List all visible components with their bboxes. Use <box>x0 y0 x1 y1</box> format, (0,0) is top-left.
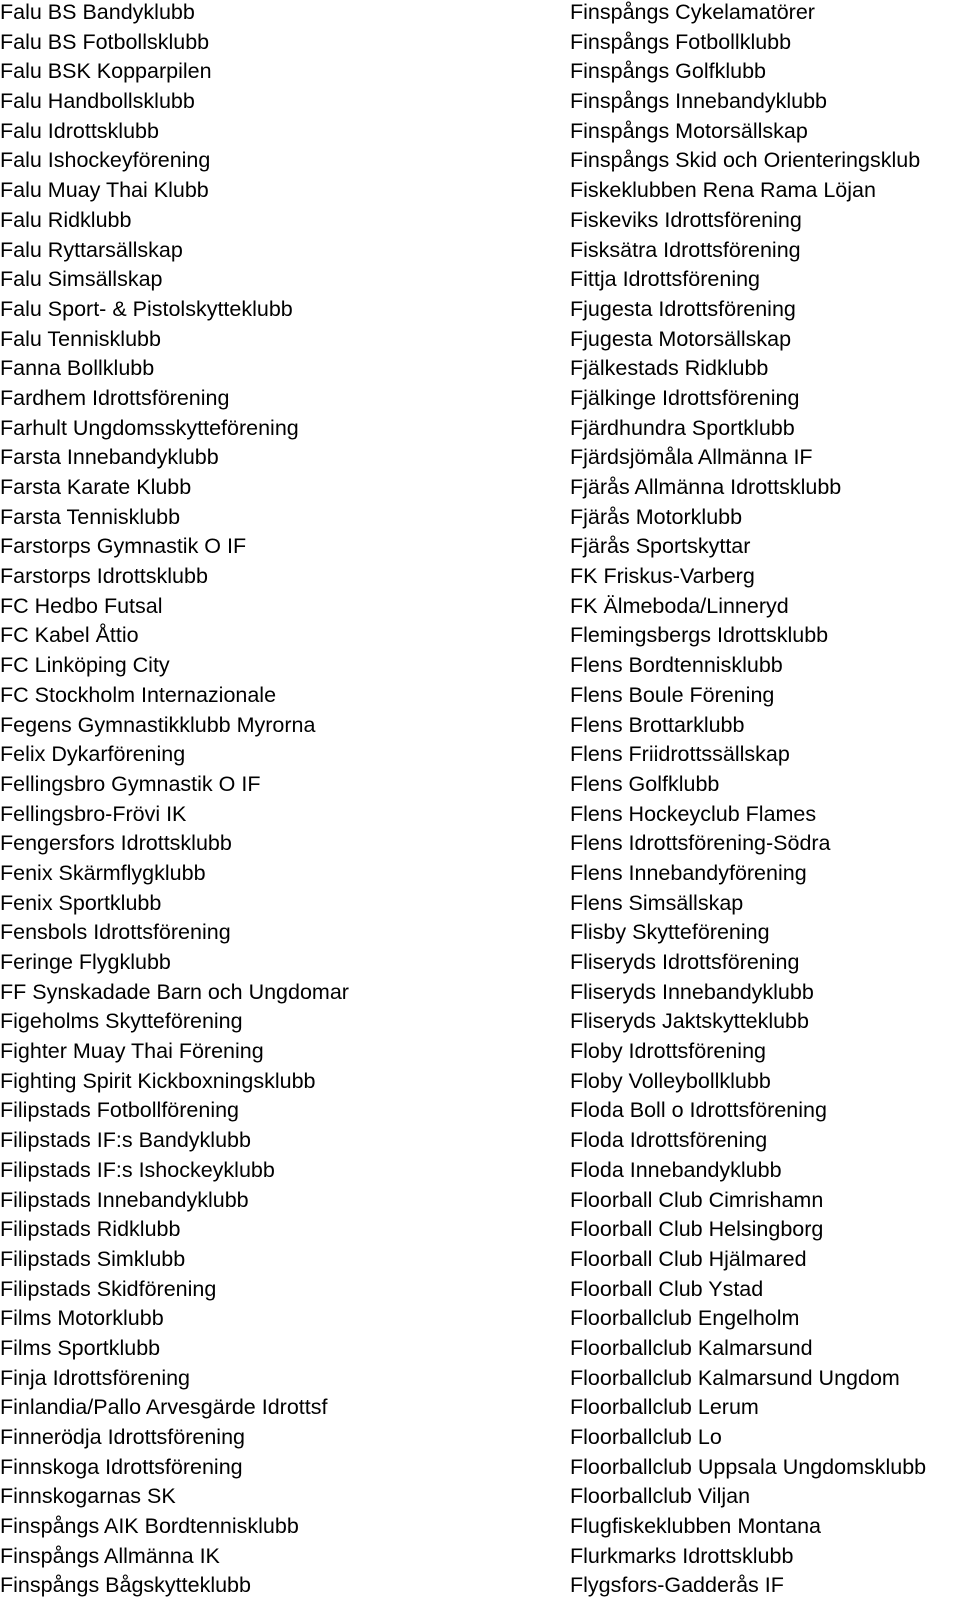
club-name-right-33: Fliseryds Idrottsförening <box>570 950 800 974</box>
club-name-left-4: Falu Handbollsklubb <box>0 89 195 114</box>
club-name-left-14: Fardhem Idrottsförening <box>0 385 230 410</box>
club-name-right-5: Finspångs Motorsällskap <box>570 118 808 143</box>
club-name-right-32: Flisby Skytteförening <box>570 920 770 945</box>
club-name-left-29: Fengersfors Idrottsklubb <box>0 831 232 856</box>
club-name-right-16: Fjärdsjömåla Allmänna IF <box>570 445 813 470</box>
club-name-left-37: Fighting Spirit Kickboxningsklubb <box>0 1068 316 1093</box>
club-name-right-41: Floorball Club Cimrishamn <box>570 1187 824 1212</box>
club-name-left-19: Farstorps Gymnastik O IF <box>0 534 247 559</box>
club-name-left-40: Filipstads IF:s Ishockeyklubb <box>0 1157 275 1182</box>
club-name-right-45: Floorballclub Engelholm <box>570 1306 800 1331</box>
club-name-right-34: Fliseryds Innebandyklubb <box>570 979 814 1004</box>
club-name-left-49: Finnerödja Idrottsförening <box>0 1425 246 1449</box>
club-name-right-20: FK Friskus-Varberg <box>570 564 755 589</box>
club-name-right-9: Fisksätra Idrottsförening <box>570 237 801 262</box>
club-name-right-6: Finspångs Skid och Orienteringsklub <box>570 148 921 173</box>
club-name-right-49: Floorballclub Lo <box>570 1425 722 1449</box>
club-name-right-4: Finspångs Innebandyklubb <box>570 89 827 114</box>
club-name-right-36: Floby Idrottsförening <box>570 1039 766 1064</box>
club-name-right-50: Floorballclub Uppsala Ungdomsklubb <box>570 1454 927 1479</box>
club-name-right-37: Floby Volleybollklubb <box>570 1068 771 1093</box>
club-name-left-9: Falu Ryttarsällskap <box>0 237 183 262</box>
club-name-left-28: Fellingsbro-Frövi IK <box>0 801 187 826</box>
club-name-left-15: Farhult Ungdomsskytteförening <box>0 415 299 440</box>
club-name-left-35: Figeholms Skytteförening <box>0 1009 243 1034</box>
club-name-right-3: Finspångs Golfklubb <box>570 59 766 84</box>
club-name-left-2: Falu BS Fotbollsklubb <box>0 29 210 54</box>
club-name-right-25: Flens Brottarklubb <box>570 712 745 737</box>
club-list-right-column <box>570 0 960 1603</box>
club-name-right-7: Fiskeklubben Rena Rama Löjan <box>570 178 876 203</box>
club-name-left-53: Finspångs Allmänna IK <box>0 1543 220 1568</box>
club-name-right-28: Flens Hockeyclub Flames <box>570 801 817 826</box>
club-name-left-39: Filipstads IF:s Bandyklubb <box>0 1128 251 1153</box>
club-name-left-23: FC Linköping City <box>0 653 170 678</box>
club-name-left-33: Feringe Flygklubb <box>0 950 171 974</box>
club-name-left-54: Finspångs Bågskytteklubb <box>0 1573 251 1598</box>
club-name-right-40: Floda Innebandyklubb <box>570 1157 782 1182</box>
club-name-left-20: Farstorps Idrottsklubb <box>0 564 208 589</box>
club-name-left-42: Filipstads Ridklubb <box>0 1217 181 1242</box>
club-name-right-43: Floorball Club Hjälmared <box>570 1246 807 1271</box>
club-name-left-46: Films Sportklubb <box>0 1335 161 1360</box>
club-name-left-38: Filipstads Fotbollförening <box>0 1098 240 1123</box>
club-name-right-27: Flens Golfklubb <box>570 771 720 796</box>
club-name-right-1: Finspångs Cykelamatörer <box>570 0 815 24</box>
club-name-right-39: Floda Idrottsförening <box>570 1128 768 1153</box>
club-name-left-3: Falu BSK Kopparpilen <box>0 59 212 84</box>
club-name-right-21: FK Älmeboda/Linneryd <box>570 593 789 618</box>
club-name-right-8: Fiskeviks Idrottsförening <box>570 207 802 232</box>
club-name-right-29: Flens Idrottsförening-Södra <box>570 831 831 856</box>
club-name-left-6: Falu Ishockeyförening <box>0 148 211 173</box>
club-name-right-26: Flens Friidrottssällskap <box>570 742 790 767</box>
club-name-right-24: Flens Boule Förening <box>570 682 775 707</box>
club-name-left-47: Finja Idrottsförening <box>0 1365 191 1390</box>
club-name-left-12: Falu Tennisklubb <box>0 326 161 351</box>
club-name-left-17: Farsta Karate Klubb <box>0 475 192 499</box>
club-name-right-19: Fjärås Sportskyttar <box>570 534 751 559</box>
club-name-left-22: FC Kabel Åttio <box>0 623 139 648</box>
club-name-right-47: Floorballclub Kalmarsund Ungdom <box>570 1365 900 1390</box>
club-name-right-2: Finspångs Fotbollklubb <box>570 29 792 54</box>
club-name-right-42: Floorball Club Helsingborg <box>570 1217 824 1242</box>
club-name-left-18: Farsta Tennisklubb <box>0 504 181 529</box>
club-name-left-34: FF Synskadade Barn och Ungdomar <box>0 979 349 1004</box>
club-name-left-45: Films Motorklubb <box>0 1306 164 1331</box>
club-name-right-48: Floorballclub Lerum <box>570 1395 759 1420</box>
club-name-left-32: Fensbols Idrottsförening <box>0 920 231 945</box>
club-name-right-22: Flemingsbergs Idrottsklubb <box>570 623 829 648</box>
club-name-right-51: Floorballclub Viljan <box>570 1484 751 1509</box>
club-name-right-38: Floda Boll o Idrottsförening <box>570 1098 827 1123</box>
club-name-right-13: Fjälkestads Ridklubb <box>570 356 769 381</box>
club-name-right-17: Fjärås Allmänna Idrottsklubb <box>570 475 842 499</box>
club-name-left-25: Fegens Gymnastikklubb Myrorna <box>0 712 316 737</box>
club-name-left-13: Fanna Bollklubb <box>0 356 155 381</box>
club-name-right-10: Fittja Idrottsförening <box>570 267 761 292</box>
club-name-left-10: Falu Simsällskap <box>0 267 163 292</box>
club-name-left-21: FC Hedbo Futsal <box>0 593 163 618</box>
club-name-right-23: Flens Bordtennisklubb <box>570 653 783 678</box>
club-name-right-46: Floorballclub Kalmarsund <box>570 1335 813 1360</box>
club-name-right-54: Flygsfors-Gadderås IF <box>570 1573 784 1598</box>
club-name-right-31: Flens Simsällskap <box>570 890 744 915</box>
club-name-right-18: Fjärås Motorklubb <box>570 504 743 529</box>
club-name-left-48: Finlandia/Pallo Arvesgärde Idrottsf <box>0 1395 328 1420</box>
club-name-left-24: FC Stockholm Internazionale <box>0 682 277 707</box>
club-name-left-43: Filipstads Simklubb <box>0 1246 186 1271</box>
club-name-right-44: Floorball Club Ystad <box>570 1276 764 1301</box>
club-name-right-30: Flens Innebandyförening <box>570 860 807 885</box>
club-name-left-30: Fenix Skärmflygklubb <box>0 860 206 885</box>
club-name-right-14: Fjälkinge Idrottsförening <box>570 385 800 410</box>
club-name-left-31: Fenix Sportklubb <box>0 890 162 915</box>
club-name-left-11: Falu Sport- & Pistolskytteklubb <box>0 296 293 321</box>
club-name-right-15: Fjärdhundra Sportklubb <box>570 415 795 440</box>
club-name-left-16: Farsta Innebandyklubb <box>0 445 219 470</box>
club-name-left-44: Filipstads Skidförening <box>0 1276 217 1301</box>
club-name-right-53: Flurkmarks Idrottsklubb <box>570 1543 794 1568</box>
club-name-left-51: Finnskogarnas SK <box>0 1484 176 1509</box>
club-name-left-1: Falu BS Bandyklubb <box>0 0 195 24</box>
club-name-left-41: Filipstads Innebandyklubb <box>0 1187 249 1212</box>
club-name-left-26: Felix Dykarförening <box>0 742 186 767</box>
club-name-left-52: Finspångs AIK Bordtennisklubb <box>0 1514 299 1539</box>
club-name-left-36: Fighter Muay Thai Förening <box>0 1039 264 1064</box>
club-name-left-27: Fellingsbro Gymnastik O IF <box>0 771 261 796</box>
club-name-left-8: Falu Ridklubb <box>0 207 132 232</box>
club-name-right-35: Fliseryds Jaktskytteklubb <box>570 1009 809 1034</box>
club-name-right-12: Fjugesta Motorsällskap <box>570 326 792 351</box>
club-name-right-52: Flugfiskeklubben Montana <box>570 1514 821 1539</box>
club-name-left-50: Finnskoga Idrottsförening <box>0 1454 243 1479</box>
club-name-right-11: Fjugesta Idrottsförening <box>570 296 796 321</box>
club-name-left-5: Falu Idrottsklubb <box>0 118 159 143</box>
club-name-left-7: Falu Muay Thai Klubb <box>0 178 209 203</box>
